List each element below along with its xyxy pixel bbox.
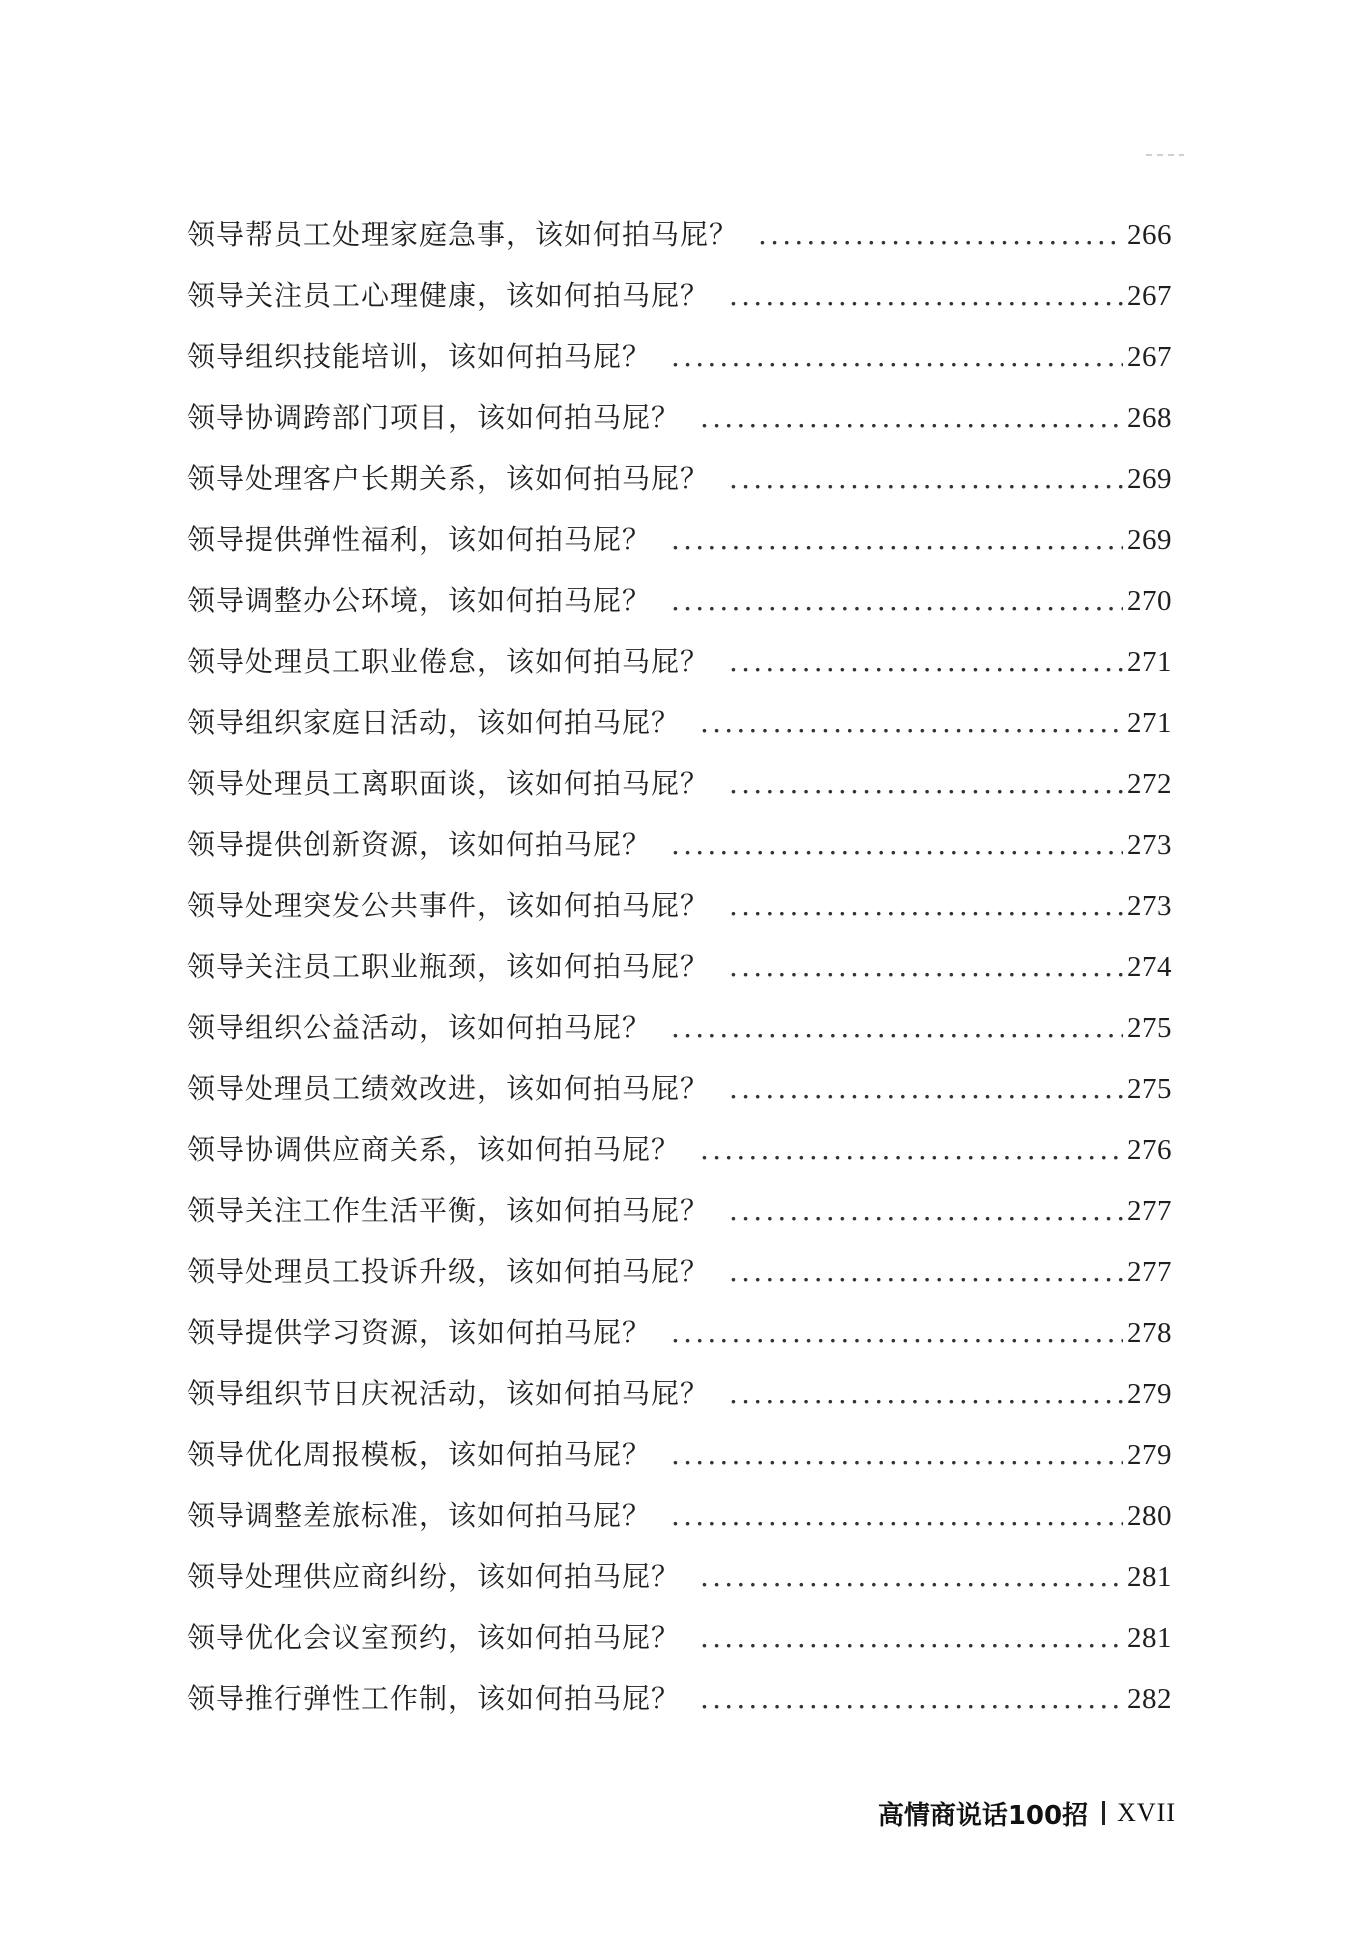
toc-entry-page: 275 [1127, 1073, 1172, 1105]
toc-entry[interactable] [187, 1058, 1172, 1119]
toc-entry-title: 领导提供弹性福利，该如何拍马屁？ [187, 523, 652, 556]
toc-entry-page: 276 [1127, 1134, 1172, 1166]
toc-entry[interactable] [187, 570, 1172, 631]
toc-entry-page: 269 [1127, 463, 1172, 495]
toc-entry-title: 领导关注员工心理健康，该如何拍马屁？ [187, 279, 710, 312]
toc-entry-page: 274 [1127, 951, 1172, 983]
toc-dot-leader [729, 875, 1123, 936]
toc-dot-leader [729, 631, 1123, 692]
toc-entry[interactable] [187, 448, 1172, 509]
toc-entry-title: 领导协调跨部门项目，该如何拍马屁？ [187, 401, 681, 434]
page-footer [878, 1793, 1176, 1833]
toc-dot-leader [758, 204, 1123, 265]
toc-entry[interactable] [187, 1546, 1172, 1607]
toc-dot-leader [671, 1485, 1123, 1546]
toc-entry-title: 领导处理员工职业倦怠，该如何拍马屁？ [187, 645, 710, 678]
toc-entry[interactable] [187, 692, 1172, 753]
toc-entry-page: 271 [1127, 646, 1172, 678]
toc-dot-leader [729, 1363, 1123, 1424]
toc-entry-title: 领导推行弹性工作制，该如何拍马屁？ [187, 1682, 681, 1715]
toc-entry[interactable] [187, 814, 1172, 875]
toc-entry-title: 领导提供创新资源，该如何拍马屁？ [187, 828, 652, 861]
toc-dot-leader [671, 997, 1123, 1058]
toc-dot-leader [671, 326, 1123, 387]
toc-entry-page: 278 [1127, 1317, 1172, 1349]
toc-dot-leader [671, 1424, 1123, 1485]
toc-entry-title: 领导处理供应商纠纷，该如何拍马屁？ [187, 1560, 681, 1593]
toc-dot-leader [700, 1546, 1123, 1607]
toc-dot-leader [671, 814, 1123, 875]
footer-page-number: XVII [1117, 1798, 1176, 1827]
toc-entry-title: 领导处理员工投诉升级，该如何拍马屁？ [187, 1255, 710, 1288]
toc-entry-page: 269 [1127, 524, 1172, 556]
toc-dot-leader [729, 1058, 1123, 1119]
toc-entry-title: 领导调整办公环境，该如何拍马屁？ [187, 584, 652, 617]
toc-entry-page: 279 [1127, 1378, 1172, 1410]
corner-dash-mark [1146, 150, 1184, 160]
toc-dot-leader [729, 1180, 1123, 1241]
toc-entry-title: 领导组织公益活动，该如何拍马屁？ [187, 1011, 652, 1044]
toc-entry-title: 领导处理员工绩效改进，该如何拍马屁？ [187, 1072, 710, 1105]
toc-entry[interactable] [187, 1119, 1172, 1180]
toc-dot-leader [700, 1119, 1123, 1180]
toc-entry[interactable] [187, 326, 1172, 387]
toc-entry-page: 270 [1127, 585, 1172, 617]
toc-entry-title: 领导组织家庭日活动，该如何拍马屁？ [187, 706, 681, 739]
toc-entry-page: 280 [1127, 1500, 1172, 1532]
toc-entry-page: 279 [1127, 1439, 1172, 1471]
toc-entry-title: 领导组织节日庆祝活动，该如何拍马屁？ [187, 1377, 710, 1410]
toc-dot-leader [700, 1668, 1123, 1729]
toc-entry-page: 273 [1127, 829, 1172, 861]
toc-dot-leader [700, 387, 1123, 448]
toc-entry-title: 领导处理员工离职面谈，该如何拍马屁？ [187, 767, 710, 800]
toc-entry[interactable] [187, 936, 1172, 997]
toc-dot-leader [671, 570, 1123, 631]
toc-entry[interactable] [187, 1302, 1172, 1363]
toc-dot-leader [700, 692, 1123, 753]
toc-entry[interactable] [187, 631, 1172, 692]
toc-entry[interactable] [187, 387, 1172, 448]
toc-entry[interactable] [187, 997, 1172, 1058]
toc-entry-page: 275 [1127, 1012, 1172, 1044]
toc-entry[interactable] [187, 509, 1172, 570]
toc-entry-page: 277 [1127, 1256, 1172, 1288]
toc-entry[interactable] [187, 753, 1172, 814]
toc-entry[interactable] [187, 265, 1172, 326]
toc-entry-page: 277 [1127, 1195, 1172, 1227]
toc-entry-page: 267 [1127, 280, 1172, 312]
toc-entry[interactable] [187, 1485, 1172, 1546]
toc-dot-leader [729, 936, 1123, 997]
toc-entry-title: 领导提供学习资源，该如何拍马屁？ [187, 1316, 652, 1349]
toc-entry[interactable] [187, 875, 1172, 936]
toc-dot-leader [700, 1607, 1123, 1668]
footer-divider [1102, 1801, 1105, 1825]
toc-dot-leader [729, 265, 1123, 326]
toc-dot-leader [729, 753, 1123, 814]
toc-entry-page: 272 [1127, 768, 1172, 800]
toc-entry-page: 266 [1127, 219, 1172, 251]
toc-entry-page: 273 [1127, 890, 1172, 922]
toc-entry-title: 领导优化会议室预约，该如何拍马屁？ [187, 1621, 681, 1654]
toc-entry-title: 领导处理突发公共事件，该如何拍马屁？ [187, 889, 710, 922]
toc-entry[interactable] [187, 1668, 1172, 1729]
table-of-contents [187, 204, 1172, 1729]
toc-entry-page: 271 [1127, 707, 1172, 739]
toc-entry-page: 282 [1127, 1683, 1172, 1715]
toc-dot-leader [671, 509, 1123, 570]
toc-entry-title: 领导帮员工处理家庭急事，该如何拍马屁？ [187, 218, 739, 251]
toc-entry-title: 领导关注员工职业瓶颈，该如何拍马屁？ [187, 950, 710, 983]
toc-entry[interactable] [187, 1424, 1172, 1485]
toc-entry-page: 281 [1127, 1622, 1172, 1654]
toc-dot-leader [729, 448, 1123, 509]
toc-entry[interactable] [187, 1363, 1172, 1424]
toc-entry-page: 267 [1127, 341, 1172, 373]
toc-dot-leader [729, 1241, 1123, 1302]
toc-entry-title: 领导关注工作生活平衡，该如何拍马屁？ [187, 1194, 710, 1227]
toc-entry[interactable] [187, 1607, 1172, 1668]
toc-entry[interactable] [187, 1241, 1172, 1302]
toc-entry-title: 领导组织技能培训，该如何拍马屁？ [187, 340, 652, 373]
toc-dot-leader [671, 1302, 1123, 1363]
toc-entry[interactable] [187, 204, 1172, 265]
toc-entry-title: 领导调整差旅标准，该如何拍马屁？ [187, 1499, 652, 1532]
toc-entry-page: 268 [1127, 402, 1172, 434]
footer-book-title: 高情商说话100招 [877, 1800, 1089, 1831]
toc-entry-page: 281 [1127, 1561, 1172, 1593]
toc-entry-title: 领导优化周报模板，该如何拍马屁？ [187, 1438, 652, 1471]
toc-entry[interactable] [187, 1180, 1172, 1241]
toc-entry-title: 领导协调供应商关系，该如何拍马屁？ [187, 1133, 681, 1166]
toc-entry-title: 领导处理客户长期关系，该如何拍马屁？ [187, 462, 710, 495]
